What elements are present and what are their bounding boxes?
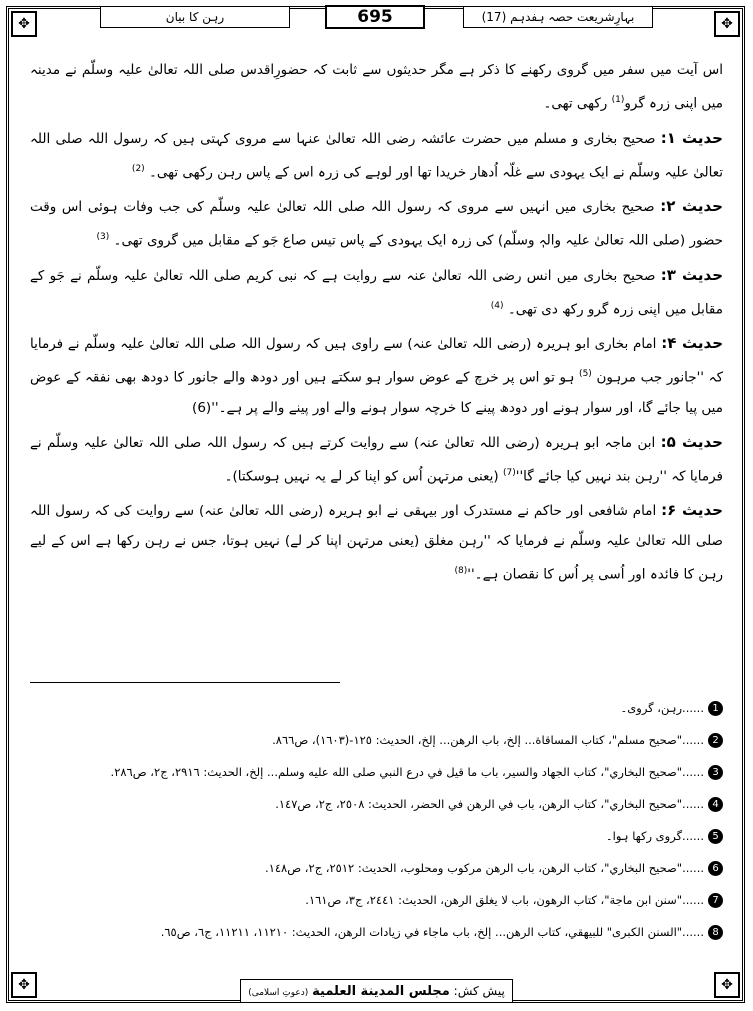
paragraph: اس آیت میں سفر میں گروی رکھنے کا ذکر ہے مگر حدیثوں سے ثابت کہ حضورِاقدس صلی اللہ تعالیٰ علیہ وسلّم نے مدینہ میں اپنی زرہ گرو$^{(1)}$ رکھی تھی۔ bbox=[30, 62, 723, 112]
main-text bbox=[30, 54, 723, 594]
footnote-item: 2......"صحيح مسلم"، كتاب المساقاة... إلخ، باب الرهن... إلخ، الحديث: ١٢٥-(١٦٠٣)، ص٨٦٦. bbox=[30, 726, 723, 754]
footnote-item: 4......"صحيح البخاري"، كتاب الرهن، باب في الرهن في الحضر، الحديث: ٢٥٠٨، ج٢، ص١٤٧. bbox=[30, 790, 723, 818]
footnote-divider bbox=[30, 682, 340, 683]
footnote-number: 7 bbox=[708, 893, 723, 908]
corner-ornament-icon: ✥ bbox=[714, 11, 740, 37]
chapter-title: رہن کا بیان bbox=[100, 6, 290, 28]
publisher-name: مجلس المدينة العلمية bbox=[312, 984, 450, 999]
hadith-paragraph: حدیث ۱: صحیح بخاری و مسلم میں حضرت عائشہ رضی اللہ تعالیٰ عنہا سے مروی کہتی ہیں کہ رسول اللہ صلی اللہ تعالیٰ علیہ وسلّم نے ایک یہودی سے غلّہ اُدھار خریدا تھا اور لوہے کی زرہ اس کے پاس رہن رکھی تھی۔ $^{(2)}$ bbox=[30, 128, 723, 180]
footer-prefix: پیش کش: bbox=[453, 984, 505, 998]
footnote-number: 4 bbox=[708, 797, 723, 812]
publisher-footer bbox=[240, 979, 513, 1003]
book-title: بہارِشریعت حصہ ہفدہم (17) bbox=[463, 6, 653, 28]
footnote-number: 1 bbox=[708, 701, 723, 716]
footnote-number: 3 bbox=[708, 765, 723, 780]
hadith-heading: حدیث ۲: bbox=[660, 197, 723, 215]
corner-ornament-icon: ✥ bbox=[11, 11, 37, 37]
page-header bbox=[100, 6, 653, 28]
hadith-heading: حدیث ۱: bbox=[660, 128, 723, 147]
hadith-paragraph: حدیث ۴: امام بخاری ابو ہریرہ (رضی اللہ تعالیٰ عنہ) سے راوی ہیں کہ رسول اللہ صلی اللہ تعالیٰ علیہ وسلّم نے فرمایا کہ ''جانور جب مرہون $^{(5)}$ ہو تو اس پر خرچ کے عوض سوار ہو سکتے ہیں اور دودھ والے جانور کا دودھ بھی نفقہ کے عوض میں پیا جائے گا، اور سوار ہونے اور دودھ پینے کا خرچہ سوار ہونے والے اور پینے والے پر ہے۔''(6) bbox=[30, 334, 724, 416]
footnote-item: 6......"صحيح البخاري"، كتاب الرهن، باب الرهن مركوب ومحلوب، الحديث: ٢٥١٢، ج٢، ص١٤٨. bbox=[30, 854, 723, 882]
footnote-item: 3......"صحيح البخاري"، كتاب الجهاد والسير، باب ما قيل في درع النبي صلى الله عليه وسلم... إلخ، الحديث: ٢٩١٦، ج٢، ص٢٨٦. bbox=[30, 758, 723, 786]
corner-ornament-icon: ✥ bbox=[714, 972, 740, 998]
footnote-number: 6 bbox=[708, 861, 723, 876]
hadith-heading: حدیث ۵: bbox=[660, 432, 723, 451]
hadith-heading: حدیث ۴: bbox=[661, 334, 723, 352]
footnote-item: 5......گروی رکھا ہوا۔ bbox=[30, 822, 723, 850]
hadith-paragraph: حدیث ۳: صحیح بخاری میں انس رضی اللہ تعالیٰ عنہ سے روایت ہے کہ نبی کریم صلی اللہ تعالیٰ علیہ وسلّم نے جَو کے مقابل میں اپنی زرہ گرو رکھ دی تھی۔ $^{(4)}$ bbox=[30, 265, 724, 317]
hadith-heading: حدیث ۶: bbox=[661, 501, 723, 519]
footnote-number: 8 bbox=[708, 925, 723, 940]
footnote-number: 5 bbox=[708, 829, 723, 844]
corner-ornament-icon: ✥ bbox=[11, 972, 37, 998]
footnote-number: 2 bbox=[708, 733, 723, 748]
footnote-item: 7......"سنن ابن ماجة"، كتاب الرهون، باب لا يغلق الرهن، الحديث: ٢٤٤١، ج٣، ص١٦١. bbox=[30, 886, 723, 914]
footnote-ref[interactable]: (3) bbox=[96, 232, 110, 242]
footnote-ref[interactable]: (8) bbox=[454, 566, 468, 576]
hadith-paragraph: حدیث ۲: صحیح بخاری میں انہیں سے مروی کہ رسول اللہ صلی اللہ تعالیٰ علیہ وسلّم کی جب وفات ہوئی اس وقت حضور (صلی اللہ تعالیٰ علیہ والہٖ وسلّم) کی زرہ ایک یہودی کے پاس تیس صاع جَو کے مقابل میں گروی تھی۔ $^{(3)}$ bbox=[30, 197, 723, 249]
footnote-item: 1......رہن، گروی۔ bbox=[30, 694, 723, 722]
hadith-paragraph: حدیث ۶: امام شافعی اور حاکم نے مستدرک اور بیہقی نے ابو ہریرہ (رضی اللہ تعالیٰ عنہ) سے روایت کی کہ رسول اللہ صلی اللہ تعالیٰ علیہ وسلّم نے فرمایا کہ ''رہن مغلق (یعنی مرتہن اپنا کر لے) نہیں ہوتا، جس نے رہن رکھا ہے اس کے لیے رہن کا فائدہ اور اُسی پر اُس کا نقصان $ہے۔''^{(8)}$ bbox=[30, 501, 723, 583]
footnote-item: 8......"السنن الكبرى" للبيهقي، كتاب الرهن... إلخ، باب ماجاء في زيادات الرهن، الحديث: ١١٢١٠، ١١٢١١، ج٦، ص٦٥. bbox=[30, 918, 723, 946]
footnote-ref[interactable]: (7) bbox=[502, 467, 516, 478]
hadith-heading: حدیث ۳: bbox=[660, 265, 724, 284]
footnote-ref[interactable]: (1) bbox=[611, 95, 625, 105]
footnote-ref[interactable]: (5) bbox=[579, 369, 592, 379]
publisher-parent: (دعوتِ اسلامی) bbox=[248, 988, 309, 998]
footnote-ref[interactable]: (4) bbox=[490, 300, 504, 311]
hadith-paragraph: حدیث ۵: ابن ماجہ ابو ہریرہ (رضی اللہ تعالیٰ عنہ) سے روایت کرتے ہیں کہ رسول اللہ صلی اللہ تعالیٰ علیہ وسلّم نے فرمایا کہ ''رہن بند نہیں کیا جائے $گا''^{(7)}$ (یعنی مرتہن اُس کو اپنا کر لے یہ نہیں ہوسکتا)۔ bbox=[30, 432, 723, 484]
page-number: 695 bbox=[325, 5, 425, 29]
footnote-ref[interactable]: (2) bbox=[131, 163, 145, 174]
